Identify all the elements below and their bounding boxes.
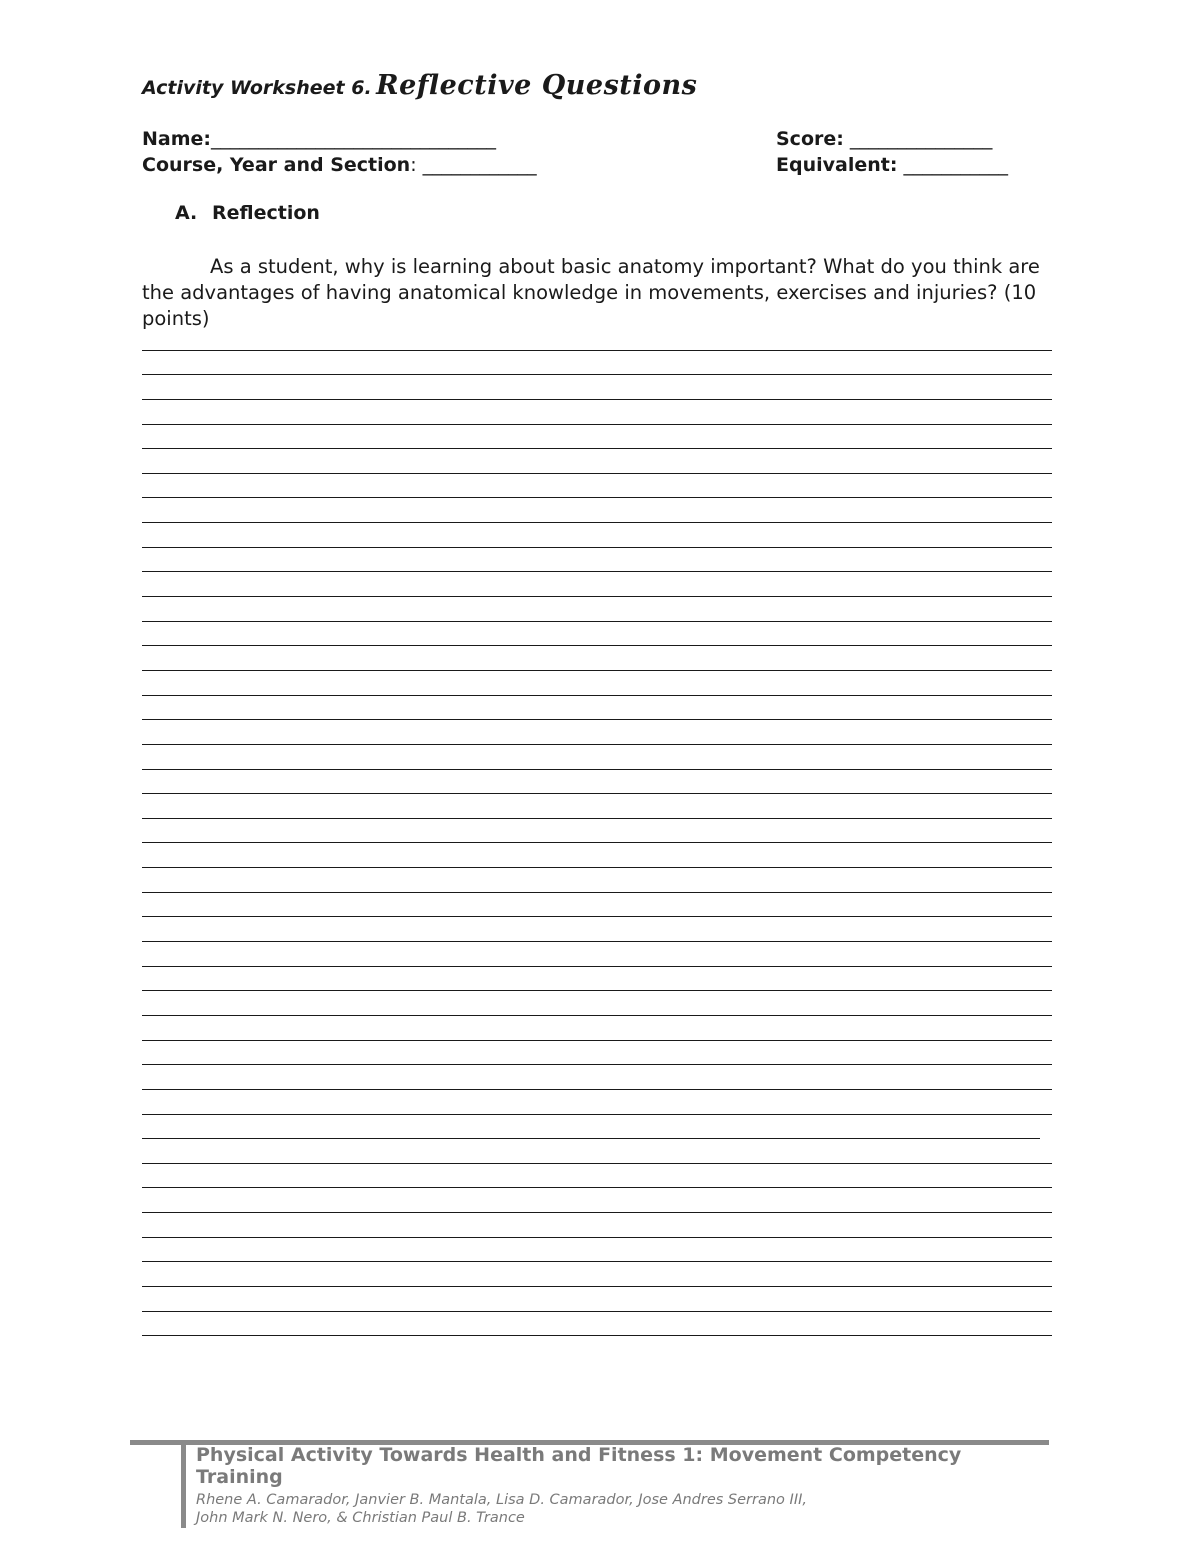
footer-course-title: Physical Activity Towards Health and Fitness 1: Movement Competency Training: [196, 1444, 962, 1488]
footer-authors: [196, 1491, 1016, 1527]
name-field[interactable]: [142, 128, 496, 150]
course-field[interactable]: [142, 154, 537, 176]
answer-line[interactable]: [142, 1090, 1052, 1115]
equivalent-field[interactable]: [776, 154, 1008, 176]
answer-line[interactable]: [142, 326, 1052, 351]
answer-line[interactable]: [142, 794, 1052, 819]
answer-line[interactable]: [142, 1041, 1052, 1066]
answer-line[interactable]: [142, 474, 1052, 499]
answer-line[interactable]: [142, 991, 1052, 1016]
equivalent-label: Equivalent:: [776, 154, 898, 176]
course-blank[interactable]: ____________: [422, 154, 537, 176]
answer-line[interactable]: [142, 967, 1052, 992]
answer-line[interactable]: [142, 770, 1052, 795]
answer-area[interactable]: [142, 326, 1052, 1336]
section-title: Reflection: [212, 202, 320, 224]
answer-line[interactable]: [142, 917, 1052, 942]
answer-line[interactable]: [142, 646, 1052, 671]
answer-line[interactable]: [142, 1164, 1052, 1189]
answer-line[interactable]: [142, 868, 1052, 893]
answer-line[interactable]: [142, 425, 1052, 450]
score-label: Score:: [776, 128, 844, 150]
title-prefix: Activity Worksheet 6.: [142, 77, 372, 99]
answer-line[interactable]: [142, 720, 1052, 745]
answer-line[interactable]: [142, 1188, 1052, 1213]
equivalent-blank[interactable]: ___________: [903, 154, 1008, 176]
answer-line[interactable]: [142, 572, 1052, 597]
reflection-question: [142, 254, 1072, 332]
worksheet-title: [142, 70, 697, 101]
answer-line[interactable]: [142, 745, 1052, 770]
answer-line[interactable]: [142, 893, 1052, 918]
answer-line[interactable]: [142, 1213, 1052, 1238]
course-label: Course, Year and Section: [142, 154, 411, 176]
footer-authors-line-2: John Mark N. Nero, & Christian Paul B. Trance: [196, 1510, 525, 1526]
answer-line[interactable]: [142, 942, 1052, 967]
answer-line[interactable]: [142, 597, 1052, 622]
answer-line[interactable]: [142, 548, 1052, 573]
answer-line[interactable]: [142, 1139, 1052, 1164]
score-blank[interactable]: _______________: [849, 128, 993, 150]
name-blank[interactable]: ______________________________: [211, 128, 497, 150]
answer-line[interactable]: [142, 1065, 1052, 1090]
footer-side-bar: [181, 1445, 186, 1528]
answer-line[interactable]: [142, 1312, 1052, 1337]
answer-line[interactable]: [142, 1287, 1052, 1312]
answer-line[interactable]: [142, 449, 1052, 474]
answer-line[interactable]: [142, 696, 1052, 721]
answer-line[interactable]: [142, 375, 1052, 400]
answer-line[interactable]: [142, 843, 1052, 868]
section-letter: A.: [175, 202, 198, 224]
course-colon: :: [410, 154, 417, 176]
answer-line[interactable]: [142, 1262, 1052, 1287]
answer-line[interactable]: [142, 1016, 1052, 1041]
answer-line[interactable]: [142, 622, 1052, 647]
answer-line[interactable]: [142, 819, 1052, 844]
answer-line[interactable]: [142, 523, 1052, 548]
answer-line[interactable]: [142, 1238, 1052, 1263]
answer-line[interactable]: [142, 351, 1052, 376]
answer-line[interactable]: [142, 498, 1052, 523]
footer-authors-line-1: Rhene A. Camarador, Janvier B. Mantala, Lisa D. Camarador, Jose Andres Serrano III,: [196, 1492, 807, 1508]
score-field[interactable]: [776, 128, 992, 150]
answer-line[interactable]: [142, 1115, 1052, 1140]
answer-line[interactable]: [142, 671, 1052, 696]
section-heading: [175, 202, 320, 224]
title-main: Reflective Questions: [376, 70, 698, 101]
question-text: As a student, why is learning about basic anatomy important? What do you think are the advantages of having anatomical knowledge in movements, exercises and injuries? (10 points): [142, 255, 1040, 330]
name-label: Name:: [142, 128, 212, 150]
answer-line[interactable]: [142, 400, 1052, 425]
